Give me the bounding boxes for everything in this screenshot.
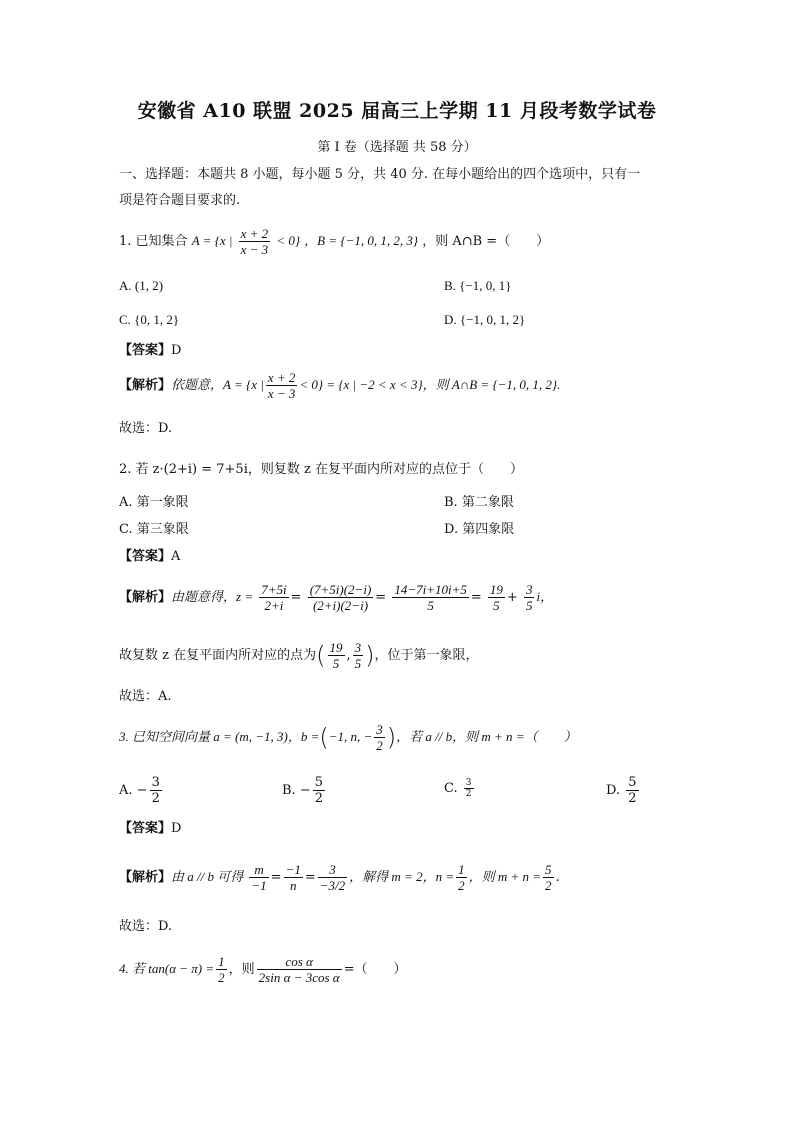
q3-ratio-3 — [318, 862, 347, 893]
q3-stem-post: ，若 a // b，则 m + n =（ ） — [396, 729, 577, 744]
analysis-label: 【解析】 — [119, 870, 172, 885]
q3-option-c — [444, 778, 476, 799]
q3-r1-den: −1 — [251, 878, 267, 893]
section-subtitle: 第 I 卷（选择题 共 58 分） — [317, 140, 477, 155]
q3-b-pre: −1, n, − — [328, 729, 373, 744]
q2-fraction-1 — [259, 582, 288, 613]
q1-set-a-fraction — [239, 226, 271, 257]
q1-analysis-den: x − 3 — [267, 386, 296, 401]
q2-pt-a-den: 5 — [332, 656, 340, 671]
q2-pt-b-den: 5 — [354, 656, 362, 671]
q3-ratio-1 — [249, 862, 268, 893]
q2-f4-num: 19 — [489, 582, 503, 597]
q3-n-den: 2 — [458, 878, 465, 893]
q1-set-b: ，B = {−1, 0, 1, 2, 3} — [304, 233, 419, 248]
q1-answer-value: D — [171, 343, 182, 358]
q3-answer — [119, 820, 181, 838]
q3-opt-b-label: B. — [282, 783, 296, 798]
q3-n-num: 1 — [458, 862, 465, 877]
q4-tan-fraction — [216, 954, 227, 985]
right-paren: ) — [386, 723, 397, 752]
q3-n-fraction — [456, 862, 467, 893]
q3-opt-c-den: 2 — [465, 789, 472, 799]
q3-s-num: 5 — [545, 862, 552, 877]
q3-opt-a-label: A. — [119, 783, 133, 798]
q3-opt-c-num: 3 — [465, 778, 472, 788]
q2-f5-num: 3 — [525, 582, 533, 597]
q3-opt-a-fraction — [150, 775, 162, 806]
q2-f2-num: (7+5i)(2−i) — [309, 582, 372, 597]
q2-answer-value: A — [171, 549, 181, 564]
q2-f3-den: 5 — [427, 598, 434, 613]
q3-analysis: 【解析】由 a // b 可得 $\frac{m}{-1}$ = $\frac{-1}{n}$ = $\frac{3}{-3/2}$ ，解得 m = 2，n = $\frac{1}{2}$ ，则 m + n = $\frac{5}{2}$ . — [119, 862, 560, 893]
right-paren: ) — [365, 641, 375, 670]
q2-choose-value: A. — [158, 689, 172, 704]
q1-analysis — [119, 370, 560, 401]
q3-answer-value: D — [171, 821, 182, 836]
q3-s-den: 2 — [545, 878, 552, 893]
q2-f1-den: 2+i — [264, 598, 284, 613]
left-paren: ( — [316, 641, 326, 670]
equals-sign: = — [375, 590, 387, 605]
answer-label: 【答案】 — [119, 549, 172, 564]
q3-opt-c-fraction — [464, 778, 474, 799]
q3-sum-fraction — [543, 862, 554, 893]
equals-sign: = — [290, 590, 302, 605]
q2-pt-a-num: 19 — [329, 640, 343, 655]
q2-fraction-4 — [488, 582, 505, 613]
q2-point-pre: 故复数 z 在复平面内所对应的点为 — [119, 648, 317, 663]
q2-point-y — [353, 640, 364, 671]
q3-r1-num: m — [249, 862, 268, 878]
q1-choose — [119, 420, 172, 438]
q3-opt-d-den: 2 — [628, 791, 637, 806]
q3-analysis-pre: 由 a // b 可得 — [171, 869, 244, 884]
q2-point-line: 故复数 z 在复平面内所对应的点为( $\frac{19}{5}$ , $\frac{3}{5}$ )，位于第一象限， — [119, 640, 479, 671]
q1-analysis-pre: 依题意，A = {x | — [171, 377, 264, 392]
q2-pt-b-num: 3 — [354, 640, 362, 655]
q3-opt-b-den: 2 — [314, 791, 324, 806]
q3-stem-pre: 3. 已知空间向量 a = (m, −1, 3)，b = — [119, 729, 320, 744]
q2-f1-num: 7+5i — [261, 582, 287, 597]
q2-point-x — [328, 640, 345, 671]
choose-label: 故选： — [119, 919, 159, 934]
choose-label: 故选： — [119, 421, 159, 436]
q2-analysis — [119, 582, 553, 613]
answer-label: 【答案】 — [119, 821, 172, 836]
q1-choose-value: D. — [158, 421, 173, 436]
page-title: 安徽省 A10 联盟 2025 届高三上学期 11 月段考数学试卷 — [137, 100, 657, 122]
q3-opt-d-fraction — [626, 775, 638, 806]
q3-ratio-2 — [284, 862, 303, 893]
q1-set-a-rhs: < 0} — [276, 233, 301, 248]
q3-r3-den: −3/2 — [319, 878, 346, 893]
q4-stem-mid: ，则 — [228, 962, 255, 977]
plus-sign: + — [506, 590, 518, 605]
q2-f2-den: (2+i)(2−i) — [312, 598, 369, 613]
q3-opt-b-num: 5 — [314, 775, 324, 790]
q3-b-fraction — [374, 722, 385, 753]
q3-choose-value: D. — [158, 919, 173, 934]
q3-mid2: ，则 m + n = — [468, 869, 542, 884]
q1-number: 1. 已知集合 — [119, 234, 188, 249]
q3-b-den: 2 — [376, 738, 383, 753]
q2-analysis-pre: 由题意得，z = — [171, 589, 254, 604]
q4-e-den: 2sin α − 3cos α — [258, 970, 340, 985]
q1-option-a: A. (1, 2) — [119, 278, 164, 293]
q3-option-b — [282, 775, 327, 806]
q1-option-c: C. {0, 1, 2} — [119, 312, 180, 327]
choose-label: 故选： — [119, 689, 159, 704]
analysis-label: 【解析】 — [119, 590, 172, 605]
q3-r2-den: n — [289, 878, 297, 893]
q1-analysis-post: < 0} = {x | −2 < x < 3}，则 A∩B = {−1, 0, 1, 2}. — [299, 377, 561, 392]
q3-opt-c-label: C. — [444, 781, 458, 796]
q3-opt-a-den: 2 — [151, 791, 160, 806]
q1-answer — [119, 342, 181, 360]
q3-option-d — [606, 775, 641, 806]
q3-end: . — [555, 870, 560, 885]
q1-analysis-num: x + 2 — [267, 370, 296, 385]
q2-option-b: B. 第二象限 — [444, 495, 514, 510]
q2-answer — [119, 548, 180, 566]
q2-f4-den: 5 — [493, 598, 500, 613]
q3-mid: ，解得 m = 2，n = — [349, 869, 455, 884]
question-3-stem — [119, 722, 577, 753]
section-intro-line-1: 一、选择题：本题共 8 小题，每小题 5 分，共 40 分. 在每小题给出的四个选项中，只有一 — [119, 167, 641, 182]
q4-stem-pre: 4. 若 tan(α − π) = — [119, 961, 215, 976]
q4-stem-post: =（ ） — [343, 962, 407, 977]
q1-analysis-fraction — [266, 370, 298, 401]
q1-a-den: x − 3 — [240, 242, 269, 257]
q3-opt-b-sign: − — [299, 783, 311, 798]
question-2-stem: 2. 若 z·(2+i) = 7+5i，则复数 z 在复平面内所对应的点位于（ ） — [119, 462, 523, 477]
q1-option-b: B. {−1, 0, 1} — [444, 278, 512, 293]
q4-e-num: cos α — [257, 954, 342, 970]
question-1-stem — [119, 226, 549, 257]
q1-a-num: x + 2 — [240, 226, 269, 241]
q3-choose — [119, 918, 172, 936]
q2-fraction-2 — [308, 582, 374, 613]
q2-f3-num: 14−7i+10i+5 — [394, 582, 467, 597]
q3-opt-d-label: D. — [606, 783, 621, 798]
q2-option-c: C. 第三象限 — [119, 522, 189, 537]
q3-opt-b-fraction — [313, 775, 325, 806]
q3-r2-num: −1 — [285, 862, 301, 877]
q3-opt-a-sign: − — [136, 783, 148, 798]
answer-label: 【答案】 — [119, 343, 172, 358]
q2-fraction-5 — [524, 582, 535, 613]
q2-point-post: ，位于第一象限， — [374, 648, 479, 663]
analysis-label: 【解析】 — [119, 378, 172, 393]
q4-expression-fraction — [257, 954, 342, 985]
q2-choose — [119, 688, 172, 706]
section-intro-line-2: 项是符合题目要求的. — [119, 193, 241, 208]
q3-r3-num: 3 — [318, 862, 347, 878]
q2-fraction-3 — [392, 582, 469, 613]
q2-f5-den: 5 — [525, 598, 533, 613]
question-4-stem — [119, 954, 407, 985]
q3-opt-a-num: 3 — [151, 775, 160, 790]
q2-tail: i， — [536, 589, 554, 604]
equals-sign: = — [470, 590, 482, 605]
q4-t-den: 2 — [218, 970, 225, 985]
left-paren: ( — [319, 723, 329, 752]
q3-b-num: 3 — [376, 722, 383, 737]
q4-t-num: 1 — [218, 954, 225, 969]
q3-option-a — [119, 775, 164, 806]
q1-option-d: D. {−1, 0, 1, 2} — [444, 312, 526, 327]
q2-option-a: A. 第一象限 — [119, 495, 189, 510]
q1-ask: ，则 A∩B =（ ） — [422, 234, 550, 249]
q3-opt-d-num: 5 — [628, 775, 637, 790]
q2-option-d: D. 第四象限 — [444, 522, 515, 537]
q1-set-a-lhs: A = {x | — [191, 233, 233, 248]
